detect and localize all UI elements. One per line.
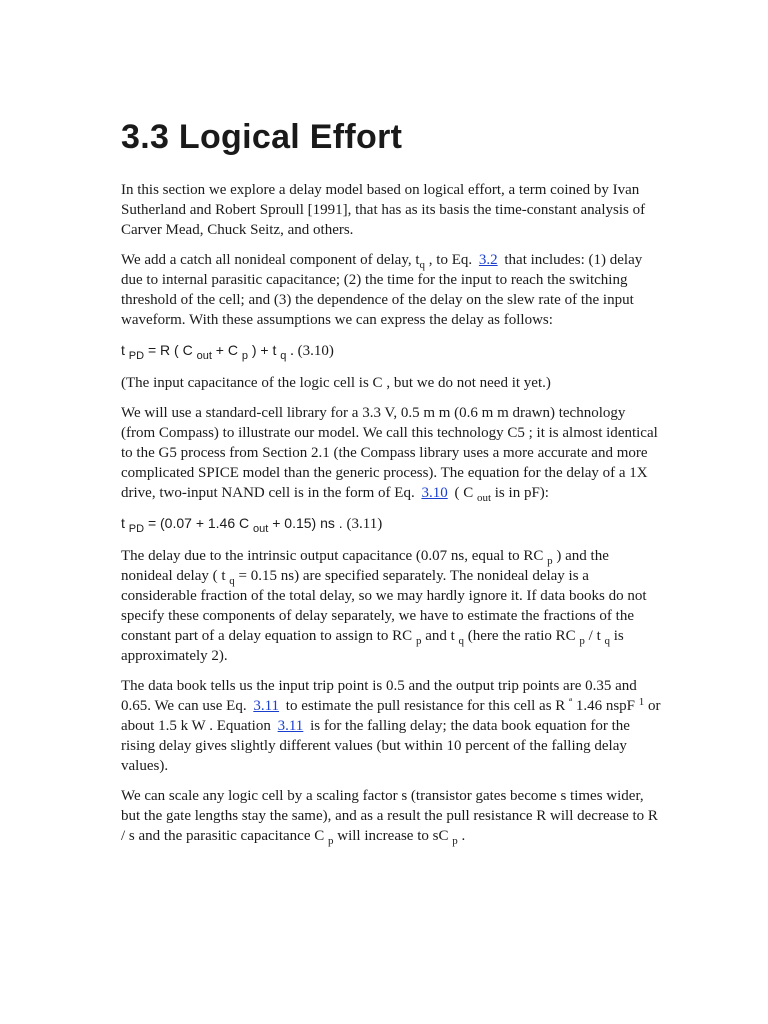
paragraph-standard-cell: We will use a standard-cell library for a 3.3 V, 0.5 m m (0.6 m m drawn) technology (from Compass) to illustrate our model. We call this technology C5 ; it is almost identical to the G5 process from Section 2.1 (the Compass library uses a more accurate and more complicated SPICE model than the generic process). The equation for the delay of a 1X drive, two-input NAND cell is in the form of Eq. 3.10 ( C $_{out}$ is in pF): [121, 405, 658, 504]
eq-3-11-link[interactable]: 3.11 [253, 698, 280, 714]
paragraph-input-capacitance: (The input capacitance of the logic cell is C , but we do not need it yet.) [121, 375, 551, 391]
eq-3-2-link[interactable]: 3.2 [478, 252, 498, 268]
paragraph-intro: In this section we explore a delay model based on logical effort, a term coined by Ivan Sutherland and Robert Sproull [1991], that has as its basis the time-constant analysis of Carver Mead, Chuck Seitz, and others. [121, 182, 646, 238]
paragraph-intrinsic-delay: The delay due to the intrinsic output capacitance (0.07 ns, equal to RC $_p$ ) and the nonideal delay ( t $_q$ = 0.15 ns) are specified separately. The nonideal delay is a considerable fraction of the total delay, so we may hardly ignore it. If data books do not specify these components of delay separately, we have to estimate the fractions of the constant part of a delay equation to assign to RC $_p$ and t $_q$ (here the ratio RC $_p$ / t $_q$ is approximately 2). [121, 548, 647, 664]
equation-3-11: t $_{PD}$ = (0.07 + 1.46 C $_{out}$ + 0.15) ns . (3.11) [121, 515, 383, 535]
equation-3-10: t $_{PD}$ = R ( C $_{out}$ + C $_p$ ) + t $_q$ . (3.10) [121, 342, 334, 362]
eq-3-10-link[interactable]: 3.10 [421, 485, 448, 501]
paragraph-delay-component: We add a catch all nonideal component of delay, $t_q$ , to Eq. 3.2 that includes: (1) delay due to internal parasitic capacitance; (2) the time for the input to reach the switching threshold of the cell; and (3) the dependence of the delay on the slew rate of the input waveform. With these assumptions we can express the delay as follows: [121, 252, 643, 328]
paragraph-trip-points: The data book tells us the input trip point is 0.5 and the output trip points are 0.35 and 0.65. We can use Eq. 3.11 to estimate the pull resistance for this cell as R $^ª$ 1.46 nspF $^1$ or about 1.5 k W . Equation 3.11 is for the falling delay; the data book equation for the rising delay gives slightly different values (but within 10 percent of the falling delay values). [121, 678, 661, 774]
paragraph-scaling: We can scale any logic cell by a scaling factor s (transistor gates become s times wider, but the gate lengths stay the same), and as a result the pull resistance R will decrease to R / s and the parasitic capacitance C $_p$ will increase to sC $_p$ . [121, 788, 658, 847]
section-heading: 3.3 Logical Effort [121, 118, 403, 156]
eq-3-11-link-2[interactable]: 3.11 [277, 718, 304, 734]
section-body [121, 180, 661, 856]
